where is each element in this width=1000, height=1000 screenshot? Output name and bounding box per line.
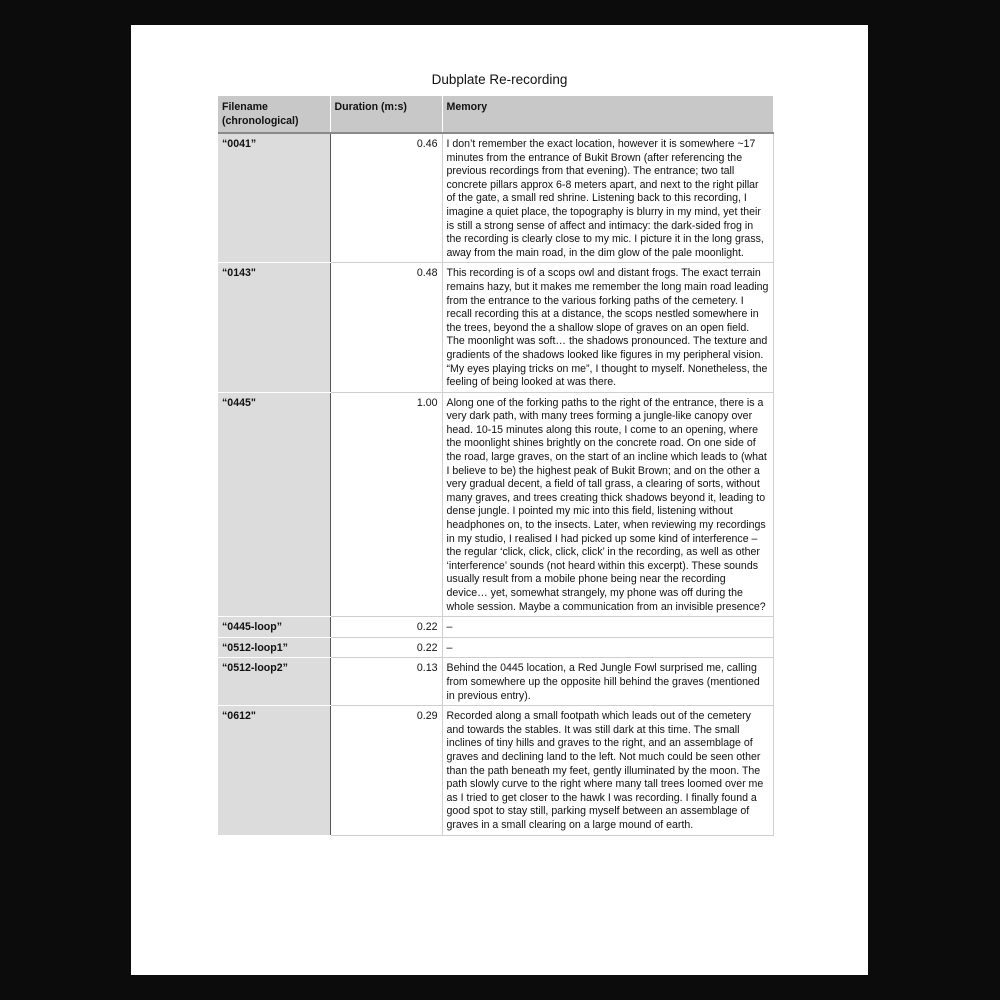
document-title: Dubplate Re-recording <box>431 72 568 87</box>
memory-cell: I don’t remember the exact location, however it is somewhere ~17 minutes from the entrance of Bukit Brown (after referencing the previous recordings from that evening). The entrance; two tall concrete pillars approx 6-8 meters apart, and next to the right pillar of the gate, a small red shrine. Listening back to this recording, I imagine a quiet place, the topography is blurry in my mind, yet their is still a strong sense of affect and intimacy: the dark-sided frog in the recording is clearly close to my mic. I picture it in the long grass, away from the main road, in the dim glow of the pale moonlight. <box>442 133 773 263</box>
memory-cell: Along one of the forking paths to the right of the entrance, there is a very dark path, with many trees forming a jungle-like canopy over head. 10-15 minutes along this route, I come to an opening, where the moonlight shines brightly on the concrete road. On one side of the road, large graves, on the start of an incline which leads to (what I believe to be) the highest peak of Bukit Brown; and on the other a very gradual decent, a field of tall grass, a clearing of sorts, without many graves, and trees creating thick shadows beyond it, leading to dense jungle. I pointed my mic into this field, listening without headphones on, to the insects. Later, when reviewing my recordings in my studio, I realised I had picked up some kind of interference – the regular ‘click, click, click, click’ in the recording, as well as other ‘interference’ sounds (not heard within this excerpt). These sounds usually result from a mobile phone being near the recording device… yet, somewhat strangely, my phone was off during the whole session. Maybe a communication from an invisible presence? <box>442 392 773 617</box>
table-header-row <box>218 96 773 133</box>
column-header-duration: Duration (m:s) <box>330 96 442 133</box>
table-row <box>218 617 773 638</box>
column-header-filename: Filename (chronological) <box>218 96 330 133</box>
document-page <box>131 25 868 975</box>
duration-cell: 0.13 <box>330 658 442 706</box>
table-row <box>218 637 773 658</box>
filename-cell: “0445" <box>218 392 330 617</box>
duration-cell: 0.48 <box>330 263 442 392</box>
table-row <box>218 392 773 617</box>
recording-log-table <box>218 96 774 836</box>
memory-cell: – <box>442 617 773 638</box>
duration-cell: 0.22 <box>330 637 442 658</box>
duration-cell: 0.29 <box>330 706 442 835</box>
filename-cell: “0041” <box>218 133 330 263</box>
table-row <box>218 263 773 392</box>
duration-cell: 0.46 <box>330 133 442 263</box>
memory-cell: – <box>442 637 773 658</box>
table-row <box>218 133 773 263</box>
filename-cell: “0512-loop1” <box>218 637 330 658</box>
duration-cell: 0.22 <box>330 617 442 638</box>
filename-cell: “0445-loop” <box>218 617 330 638</box>
filename-cell: “0612" <box>218 706 330 835</box>
filename-cell: “0512-loop2” <box>218 658 330 706</box>
duration-cell: 1.00 <box>330 392 442 617</box>
table-row <box>218 706 773 835</box>
memory-cell: Recorded along a small footpath which leads out of the cemetery and towards the stables. It was still dark at this time. The small inclines of tiny hills and graves to the right, and an assemblage of graves and declining land to the left. Not much could be seen other than the path beneath my feet, gently illuminated by the moon. The path slowly curve to the right where many tall trees loomed over me as I tried to get closer to the hawk I was recording. I finally found a good spot to stay still, parking myself between an assemblage of graves in a small clearing on a large mound of earth. <box>442 706 773 835</box>
memory-cell: Behind the 0445 location, a Red Jungle Fowl surprised me, calling from somewhere up the opposite hill behind the graves (mentioned in previous entry). <box>442 658 773 706</box>
memory-cell: This recording is of a scops owl and distant frogs. The exact terrain remains hazy, but it makes me remember the long main road leading from the entrance to the various forking paths of the cemetery. I recall recording this at a distance, the scops nestled somewhere in the trees, beyond the a shallow slope of graves on an open field. The moonlight was soft… the shadows pronounced. The texture and gradients of the shadows looked like figures in my peripheral vision. “My eyes playing tricks on me”, I thought to myself. Nonetheless, the feeling of being looked at was there. <box>442 263 773 392</box>
table-row <box>218 658 773 706</box>
filename-cell: “0143" <box>218 263 330 392</box>
column-header-memory: Memory <box>442 96 773 133</box>
